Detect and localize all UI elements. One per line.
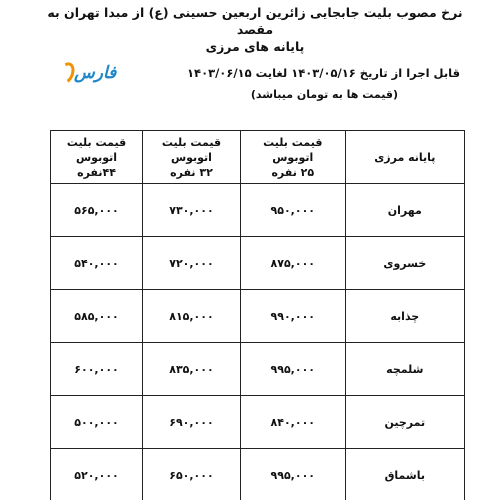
header-terminal: پایانه مرزی (345, 131, 464, 184)
title-line-2: پایانه های مرزی (205, 39, 305, 54)
terminal-cell: باشماق (345, 449, 464, 500)
fars-logo (58, 62, 116, 84)
price-bus-44: ۵۸۵,۰۰۰ (51, 290, 143, 343)
price-bus-44: ۵۲۰,۰۰۰ (51, 449, 143, 500)
table-row (51, 396, 465, 449)
price-bus-32: ۶۵۰,۰۰۰ (143, 449, 241, 500)
price-bus-32: ۶۹۰,۰۰۰ (143, 396, 241, 449)
price-bus-25: ۸۴۰,۰۰۰ (240, 396, 345, 449)
price-bus-32: ۷۳۰,۰۰۰ (143, 184, 241, 237)
price-bus-44: ۶۰۰,۰۰۰ (51, 343, 143, 396)
table-row (51, 343, 465, 396)
price-bus-25: ۹۹۵,۰۰۰ (240, 343, 345, 396)
table-row (51, 184, 465, 237)
terminal-cell: تمرچین (345, 396, 464, 449)
price-bus-25: ۸۷۵,۰۰۰ (240, 237, 345, 290)
price-bus-32: ۸۳۵,۰۰۰ (143, 343, 241, 396)
terminal-cell: خسروی (345, 237, 464, 290)
table-row (51, 449, 465, 500)
price-bus-32: ۷۲۰,۰۰۰ (143, 237, 241, 290)
price-bus-44: ۵۰۰,۰۰۰ (51, 396, 143, 449)
currency-note: (قیمت ها به تومان میباشد) (250, 88, 398, 101)
title-line-1: نرخ مصوب بلیت جابجایی زائرین اربعین حسینی (ع) از مبدا تهران به مقصد (47, 5, 463, 37)
terminal-cell: شلمچه (345, 343, 464, 396)
price-bus-44: ۵۴۰,۰۰۰ (51, 237, 143, 290)
price-bus-25: ۹۹۰,۰۰۰ (240, 290, 345, 343)
table-row (51, 237, 465, 290)
header-bus-44: قیمت بلیت اتوبوس ۴۴نفره (51, 131, 143, 184)
price-bus-25: ۹۹۵,۰۰۰ (240, 449, 345, 500)
price-bus-25: ۹۵۰,۰۰۰ (240, 184, 345, 237)
terminal-cell: مهران (345, 184, 464, 237)
table-row (51, 290, 465, 343)
table-header-row (51, 131, 465, 184)
header-bus-32: قیمت بلیت اتوبوس ۳۲ نفره (143, 131, 241, 184)
price-table (50, 130, 465, 500)
price-bus-44: ۵۶۵,۰۰۰ (51, 184, 143, 237)
document-title (40, 4, 470, 55)
header-bus-25: قیمت بلیت اتوبوس ۲۵ نفره (240, 131, 345, 184)
terminal-cell: چذابه (345, 290, 464, 343)
price-bus-32: ۸۱۵,۰۰۰ (143, 290, 241, 343)
validity-period: قابل اجرا از تاریخ ۱۴۰۳/۰۵/۱۶ لغایت ۱۴۰۳/۰۶/۱۵ (187, 66, 460, 80)
fars-logo-text: فارس (74, 63, 117, 83)
